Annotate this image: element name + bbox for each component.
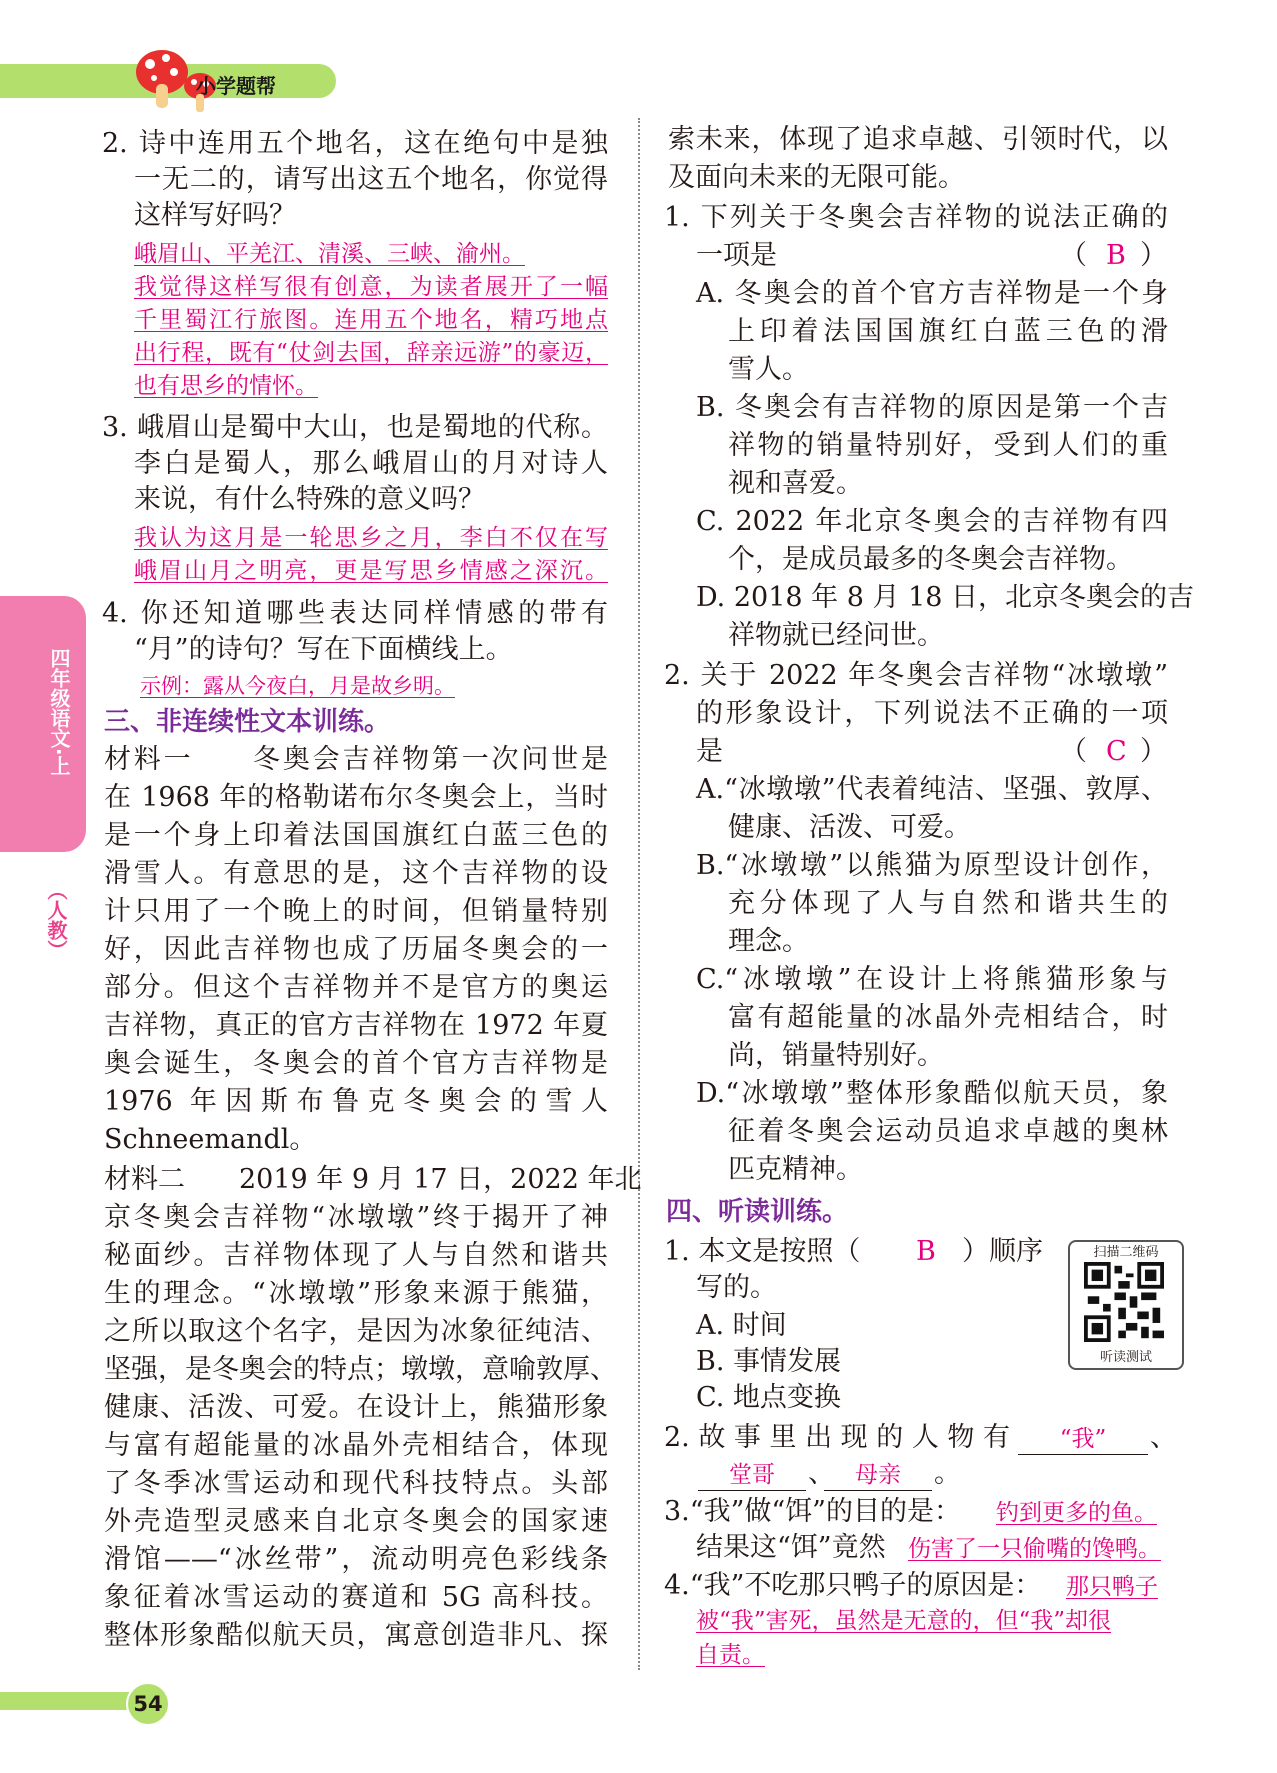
answer-line: [1018, 1420, 1148, 1456]
question-text: 的形象设计，下列说法不正确的一项: [696, 698, 1168, 729]
question-text: “月”的诗句？写在下面横线上。: [134, 634, 513, 665]
option-text: 上印着法国国旗红白蓝三色的滑: [728, 316, 1168, 347]
answer-text: 自责。: [696, 1642, 765, 1668]
material-line: 滑雪人。有意思的是，这个吉祥物的设: [104, 858, 608, 889]
material-line: 索未来，体现了追求卓越、引领时代，以: [668, 124, 1168, 155]
question-text: 一项是: [696, 240, 777, 271]
fill-answer: 堂哥: [698, 1460, 806, 1491]
material-line: 了冬季冰雪运动和现代科技特点。头部: [104, 1468, 608, 1499]
fill-answer: “我”: [1018, 1424, 1148, 1455]
material-line: 奥会诞生，冬奥会的首个官方吉祥物是: [104, 1048, 608, 1079]
option-text: B.“冰墩墩”以熊猫为原型设计创作，: [696, 850, 1168, 881]
question-text: 2. 关于 2022 年冬奥会吉祥物“冰墩墩”: [664, 660, 1168, 691]
question-text: 4. 你还知道哪些表达同样情感的带有: [102, 598, 608, 629]
option-text: 尚，销量特别好。: [728, 1040, 944, 1071]
question-text: ）顺序: [962, 1236, 1043, 1267]
option-text: 富有超能量的冰晶外壳相结合，时: [728, 1002, 1168, 1033]
material-line: 部分。但这个吉祥物并不是官方的奥运: [104, 972, 608, 1003]
material-line: 材料二 2019 年 9 月 17 日，2022 年北: [104, 1164, 642, 1195]
answer-text: 我觉得这样写很有创意，为读者展开了一幅: [134, 274, 608, 300]
answer-paren-open: （: [1060, 736, 1087, 767]
option-text: D. 2018 年 8 月 18 日，北京冬奥会的吉: [696, 582, 1195, 613]
option-text: 匹克精神。: [728, 1154, 863, 1185]
question-text: 4.“我”不吃那只鸭子的原因是：: [664, 1570, 1042, 1601]
question-text: 结果这“饵”竟然: [696, 1532, 886, 1563]
answer-text: 被“我”害死，虽然是无意的，但“我”却很: [696, 1608, 1112, 1634]
option-text: 雪人。: [728, 354, 809, 385]
answer-text: 我认为这月是一轮思乡之月，李白不仅在写: [134, 525, 608, 551]
material-line: 象征着冰雪运动的赛道和 5G 高科技。: [104, 1582, 608, 1613]
option-text: D.“冰墩墩”整体形象酷似航天员，象: [696, 1078, 1168, 1109]
answer-text: 出行程，既有“仗剑去国，辞亲远游”的豪迈，: [134, 340, 608, 366]
material-line: 坚强，是冬奥会的特点；墩墩，意喻敦厚、: [104, 1354, 617, 1385]
material-line: 之所以取这个名字，是因为冰象征纯洁、: [104, 1316, 608, 1347]
option-text: B. 冬奥会有吉祥物的原因是第一个吉: [696, 392, 1168, 423]
question-text: 2. 故 事 里 出 现 的 人 物 有: [664, 1422, 1011, 1453]
material-line: 及面向未来的无限可能。: [668, 162, 965, 193]
question-text: 李白是蜀人，那么峨眉山的月对诗人: [134, 448, 608, 479]
side-edition-label: （人教）: [44, 880, 68, 960]
option-text: C.“冰墩墩”在设计上将熊猫形象与: [696, 964, 1168, 995]
section-heading: 三、非连续性文本训练。: [104, 707, 391, 737]
material-line: 材料一 冬奥会吉祥物第一次问世是: [104, 744, 608, 775]
material-line: 是一个身上印着法国国旗红白蓝三色的: [104, 820, 608, 851]
page-number: 54: [126, 1682, 170, 1726]
separator: 、: [808, 1458, 835, 1489]
answer-text: 那只鸭子: [1066, 1574, 1158, 1600]
material-line: 吉祥物，真正的官方吉祥物在 1972 年夏: [104, 1010, 608, 1041]
qr-code-icon[interactable]: [1084, 1262, 1164, 1342]
side-grade-label: 四年级语文·上: [47, 648, 71, 776]
answer-text: 峨眉山月之明亮，更是写思乡情感之深沉。: [134, 558, 608, 584]
question-text: 写的。: [696, 1272, 777, 1303]
material-line: 与富有超能量的冰晶外壳相结合，体现: [104, 1430, 608, 1461]
choice-answer: B: [916, 1236, 936, 1267]
question-text: 3.“我”做“饵”的目的是：: [664, 1496, 961, 1527]
section-heading: 四、听读训练。: [666, 1197, 849, 1227]
option-text: 视和喜爱。: [728, 468, 863, 499]
question-text: 是: [696, 736, 723, 767]
material-line: 计只用了一个晚上的时间，但销量特别: [104, 896, 608, 927]
footer-bar: [0, 1692, 140, 1710]
column-divider: [638, 118, 640, 1670]
answer-text: 伤害了一只偷嘴的馋鸭。: [908, 1536, 1161, 1562]
material-line: 外壳造型灵感来自北京冬奥会的国家速: [104, 1506, 608, 1537]
option-text: 祥物就已经问世。: [728, 620, 944, 651]
material-line: 生的理念。“冰墩墩”形象来源于熊猫，: [104, 1278, 608, 1309]
qr-caption: 听读测试: [1099, 1350, 1152, 1365]
answer-paren-close: ）: [1140, 736, 1167, 767]
question-text: 1. 本文是按照（: [664, 1236, 861, 1267]
option-text: 充分体现了人与自然和谐共生的: [728, 888, 1168, 919]
material-line: 1976 年因斯布鲁克冬奥会的雪人: [104, 1086, 608, 1117]
answer-line: [698, 1456, 806, 1492]
separator: 。: [934, 1458, 961, 1489]
material-line: 整体形象酷似航天员，寓意创造非凡、探: [104, 1620, 608, 1651]
option-text: A. 时间: [696, 1310, 787, 1341]
option-text: B. 事情发展: [696, 1346, 842, 1377]
material-line: 秘面纱。吉祥物体现了人与自然和谐共: [104, 1240, 608, 1271]
answer-text: 钓到更多的鱼。: [996, 1500, 1157, 1526]
material-line: 在 1968 年的格勒诺布尔冬奥会上，当时: [104, 782, 608, 813]
question-text: 1. 下列关于冬奥会吉祥物的说法正确的: [664, 202, 1168, 233]
question-text: 3. 峨眉山是蜀中大山，也是蜀地的代称。: [102, 412, 608, 443]
choice-answer: B: [1106, 240, 1126, 271]
question-text: 一无二的，请写出这五个地名，你觉得: [134, 164, 608, 195]
question-text: 来说，有什么特殊的意义吗？: [134, 484, 485, 515]
question-text: 2. 诗中连用五个地名，这在绝句中是独: [102, 128, 608, 159]
option-text: C. 2022 年北京冬奥会的吉祥物有四: [696, 506, 1168, 537]
material-line: 滑馆——“冰丝带”，流动明亮色彩线条: [104, 1544, 608, 1575]
option-text: 理念。: [728, 926, 809, 957]
option-text: C. 地点变换: [696, 1382, 841, 1413]
material-line: 好，因此吉祥物也成了历届冬奥会的一: [104, 934, 608, 965]
material-line: 健康、活泼、可爱。在设计上，熊猫形象: [104, 1392, 608, 1423]
option-text: A.“冰墩墩”代表着纯洁、坚强、敦厚、: [696, 774, 1168, 805]
question-text: 这样写好吗？: [134, 200, 296, 231]
answer-text: 也有思乡的情怀。: [134, 373, 318, 399]
material-line: Schneemandl。: [104, 1124, 317, 1155]
answer-text: 示例：露从今夜白，月是故乡明。: [140, 674, 455, 698]
answer-paren-close: ）: [1140, 240, 1167, 271]
option-text: 健康、活泼、可爱。: [728, 812, 971, 843]
fill-answer: 母亲: [824, 1460, 932, 1491]
answer-line: [824, 1456, 932, 1492]
answer-paren-open: （: [1060, 240, 1087, 271]
answer-text: 峨眉山、平羌江、清溪、三峡、渝州。: [134, 241, 525, 267]
answer-text: 千里蜀江行旅图。连用五个地名，精巧地点: [134, 307, 608, 333]
separator: 、: [1150, 1422, 1177, 1453]
option-text: A. 冬奥会的首个官方吉祥物是一个身: [696, 278, 1168, 309]
choice-answer: C: [1106, 736, 1127, 767]
option-text: 个，是成员最多的冬奥会吉祥物。: [728, 544, 1133, 575]
qr-caption: 扫描二维码: [1093, 1245, 1159, 1260]
header-title: 小学题帮: [196, 74, 276, 98]
option-text: 祥物的销量特别好，受到人们的重: [728, 430, 1168, 461]
option-text: 征着冬奥会运动员追求卓越的奥林: [728, 1116, 1168, 1147]
material-line: 京冬奥会吉祥物“冰墩墩”终于揭开了神: [104, 1202, 608, 1233]
